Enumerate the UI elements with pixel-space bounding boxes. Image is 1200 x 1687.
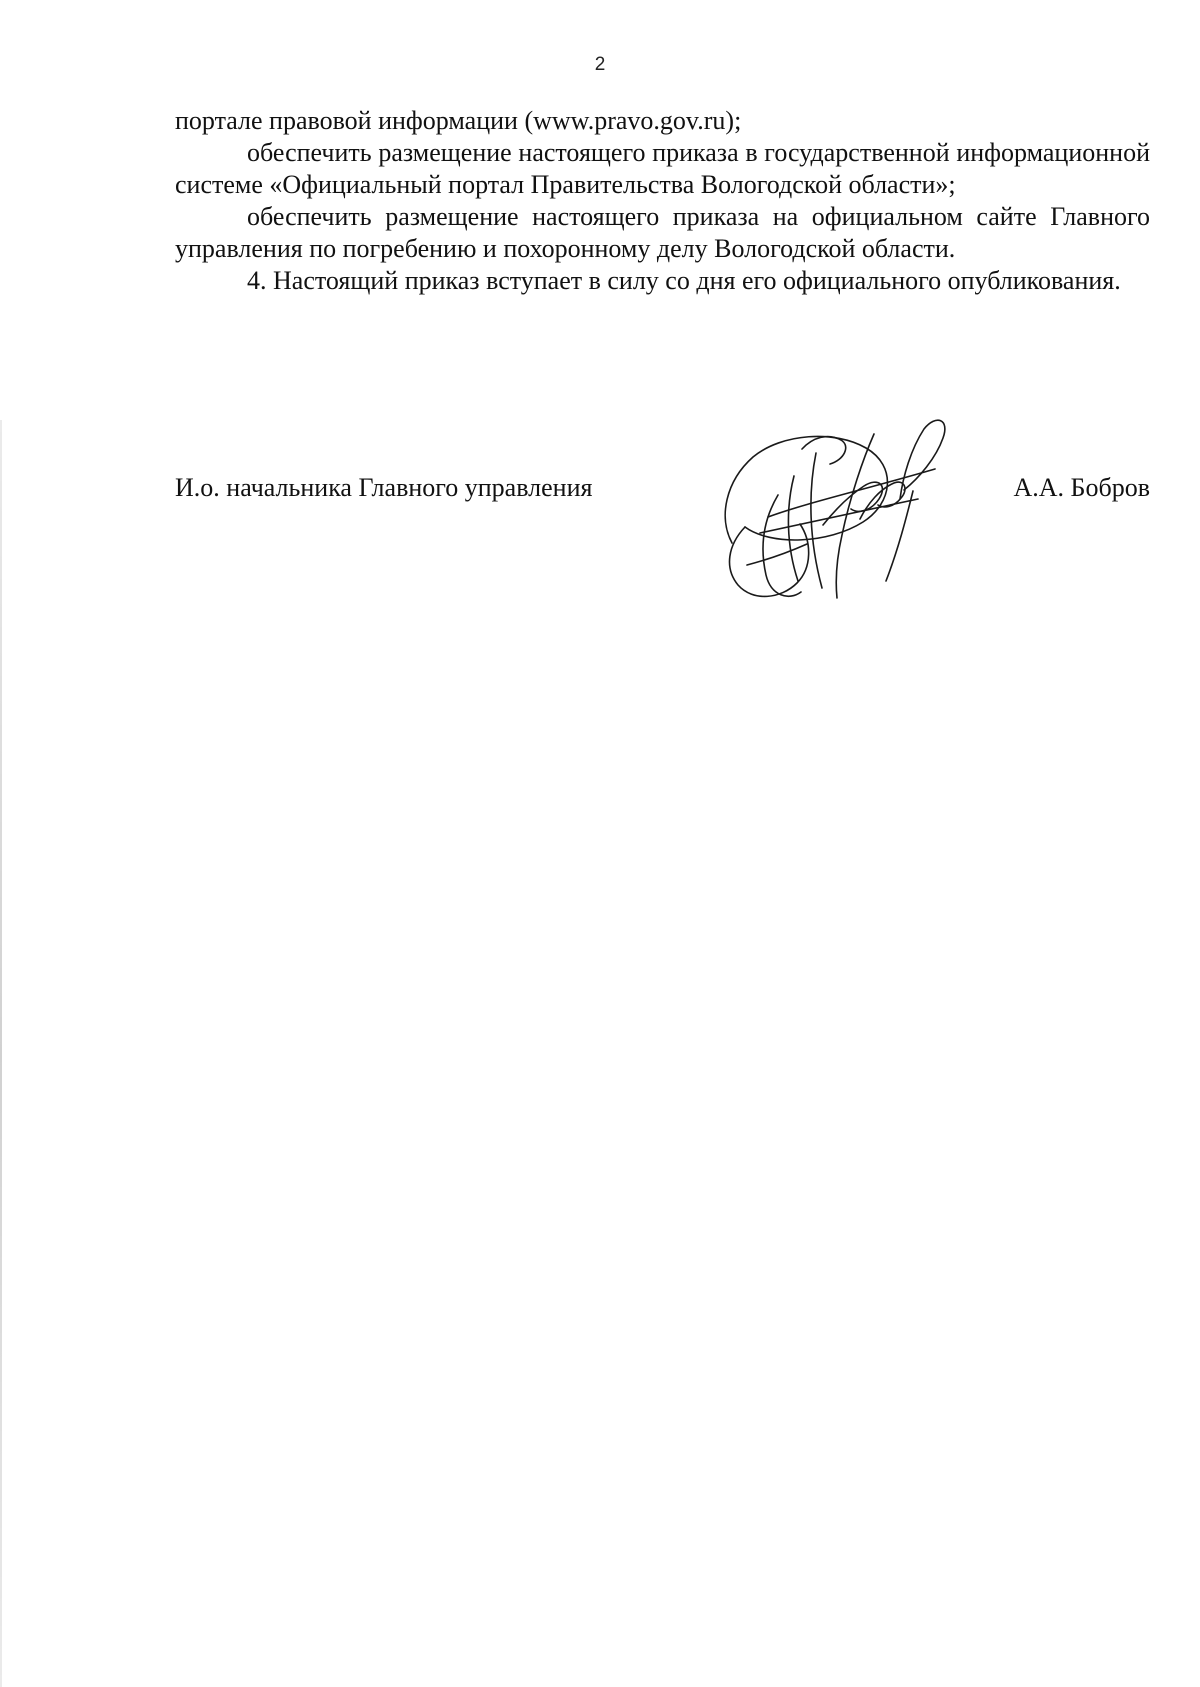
paragraph-portal: порталe правовой информации (www.pravo.gov.ru); [175,106,742,135]
paragraph-official-site: обеспечить размещение настоящего приказа на официальном сайте Главного управления по погребению и похоронному делу Вологодской области. [175,202,1150,263]
signer-name: А.А. Бобров [1013,473,1150,502]
page-number: 2 [594,54,606,75]
document-body [175,105,1150,297]
paragraph-effective-date: 4. Настоящий приказ вступает в силу со дня его официального опубликования. [247,266,1121,295]
signature-row [175,472,1150,512]
handwritten-signature [690,415,960,615]
signer-title: И.о. начальника Главного управления [175,473,593,502]
paragraph-government-portal: обеспечить размещение настоящего приказа в государственной информационной системе «Официальный портал Правительства Вологодской области»; [175,138,1150,199]
scan-edge [0,420,2,1687]
